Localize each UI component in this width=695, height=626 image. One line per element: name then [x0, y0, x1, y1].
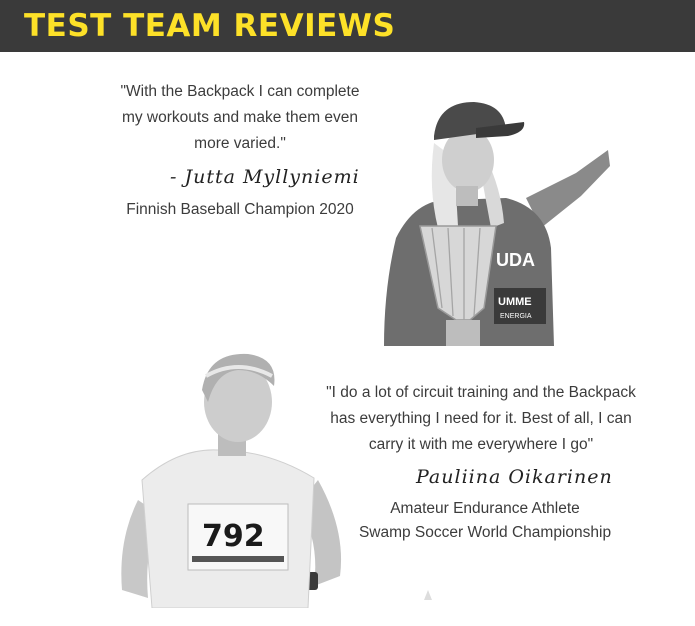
credential-line: Amateur Endurance Athlete — [390, 500, 580, 517]
reviewer-credentials — [330, 497, 640, 545]
decorative-mark — [424, 590, 432, 600]
review-quote — [306, 380, 656, 458]
bib-number: 792 — [202, 519, 265, 554]
credential-line: Finnish Baseball Champion 2020 — [126, 201, 354, 218]
quote-line: my workouts and make them even — [121, 109, 359, 126]
quote-line: has everything I need for it. Best of all, I can — [330, 410, 632, 427]
page-title: TEST TEAM REVIEWS — [24, 8, 396, 44]
quote-line: carry it with me everywhere I go" — [368, 436, 594, 453]
signature: - Jutta Myllyniemi — [170, 166, 360, 188]
quote-line: "I do a lot of circuit training and the Backpack — [326, 384, 636, 401]
review-quote — [95, 79, 385, 157]
shirt-text: ENERGIA — [500, 313, 532, 320]
quote-line: "With the Backpack I can complete — [120, 83, 360, 100]
credential-line: Swamp Soccer World Championship — [358, 524, 612, 541]
reviewer-photo-baseball — [376, 88, 612, 346]
quote-line: more varied." — [194, 135, 286, 152]
signature: Pauliina Oikarinen — [416, 466, 613, 488]
reviewer-credentials — [95, 198, 385, 222]
reviewer-photo-runner — [108, 340, 356, 608]
shirt-text: UDA — [496, 250, 535, 270]
header-bar — [0, 0, 695, 52]
shirt-text: UMME — [498, 296, 532, 308]
